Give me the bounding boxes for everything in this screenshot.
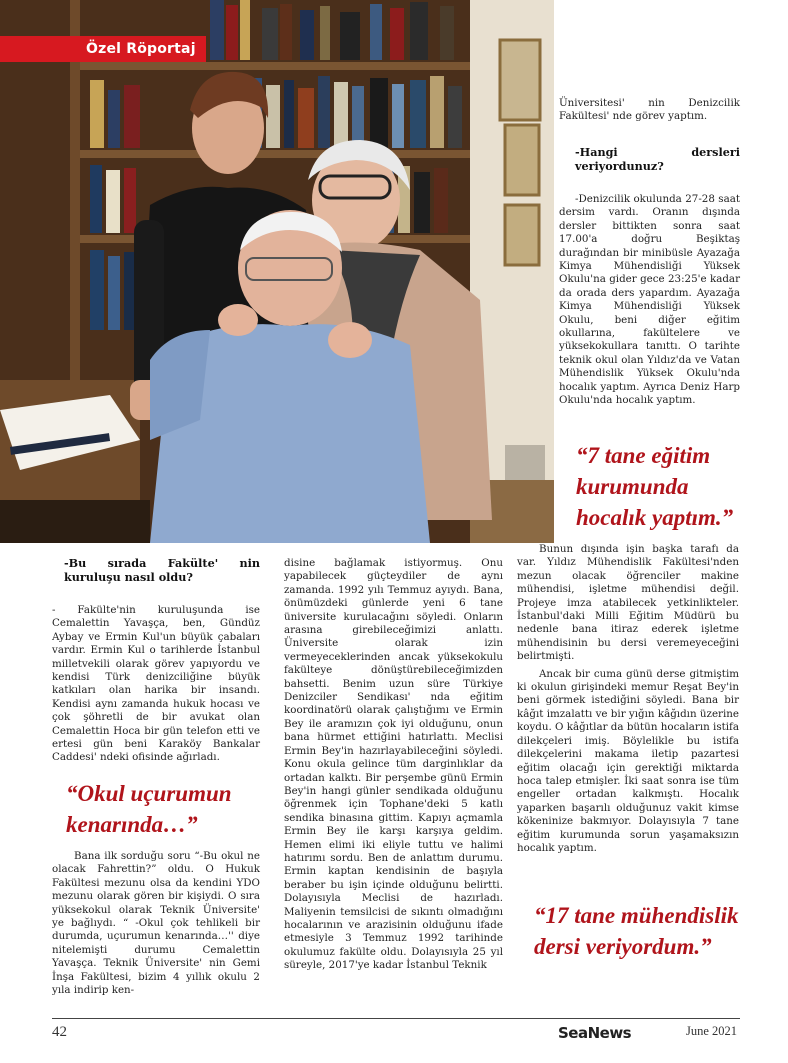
col1-paragraph-1 — [52, 604, 260, 769]
col1-p2: Bana ilk sorduğu soru “-Bu okul ne olacak Fahrettin?” oldu. O Hukuk Fakültesi mezunu olsa da kendini YDO mezunu olarak gören bir kişiydi. O sıra yüksekokul olarak Teknik Üniversite' ye bağlıydı. “ -Okul çok tehlikeli bir durumda, uçurumun kenarında…'' diye nitelemişti durumu Cemalettin Yavaşça. Teknik Üniversite' nin Gemi İnşa Fakültesi, bizim 4 yıllık okulu 2 yıla indirip ken- — [52, 850, 260, 997]
col2-text: disine bağlamak istiyormuş. Onu yapabilecek güçteydiler de aynı zamanda. 1992 yılı Temmuz ayıydı. Bana, önümüzdeki günlerde yeni 6 tane üniversite kurulacağını söyledi. Onların arasına girebileceğimizi anlattı. Üniversite olarak izin vermeyeceklerinden ancak yüksekokulu fakülteye dönüştürebileceğimizden bahsetti. Benim uzun süre Türkiye Denizciler Sendikası' nda eğitim koordinatörü olarak çalıştığımı ve Ermin Bey ile aramızın çok iyi olduğunu, onun bana hürmet ettiğini hatırlattı. Meclisi Ermin Bey'in hazırlayabileceğini söyledi. Konu okula gelince tüm darginlıklar da ortadan kalktı. Bir perşembe günü Ermin Bey'in hangi günler sendikada olduğunu öğrenmek için Tophane'deki 5 katlı sendika binasına gittim. Kapıyı açmamla Ermin Bey ile karşı karşıya geldim. Hemen elimi iki eliyle tuttu ve halimi hatırımı sordu. Ben de anlattım durumu. Ermin kaptan kendisinin de başıyla beraber bu işin içinde olduğunu belirtti. Dolayısıyla Meclisi de hazırladı. Maliyenin temsilcisi de sıkıntı olmadığını hocalarının ve arazisinin olduğunu ifade etmesiyle 3 Temmuz 1992 tarihinde okulumuz fakülte oldu. Dolayısıyla 25 yıl süreyle, 2017'ye kadar İstanbul Teknik — [284, 557, 503, 972]
interview-photo — [0, 0, 554, 543]
answer-courses: -Denizcilik okulunda 27-28 saat dersim vardı. Oranın dışında dersler bittikten sonra saat 17.00'a doğru Beşiktaş durağından bir minibüsle Ayazağa Kimya Mühendisliği Yüksek Okulu'na gider gece 23:25'e kadar da orada ders yapardım. Ayazağa Kimya Mühendisliği Yüksek Okulu, beni diğer eğitim okullarına, fakültelere ve yüksekokullara tanıttı. O tarihte teknik okul olan Yıldız'da ve Vatan Mühendislik Yüksek Okulu'nda hocalık yaptım. Ayrıca Deniz Harp Okulu'nda hocalık yaptım. — [559, 193, 740, 407]
page-number: 42 — [52, 1024, 67, 1040]
pullquote-seven-institutions: “7 tane eğitim kurumunda hocalık yaptım.” — [576, 443, 734, 530]
footer-divider — [52, 1018, 740, 1019]
pullquote-cliff-edge: “Okul uçurumun kenarında…” — [66, 781, 232, 837]
magazine-brand: SeaNews — [558, 1024, 632, 1042]
question-courses: -Hangi dersleri veriyordunuz? — [575, 145, 740, 173]
col3-p1: Bunun dışında işin başka tarafı da var. Yıldız Mühendislik Fakültesi'nden mezun olacak öğrenciler makine mühendisi, işletme mühendisi değil. Projeye imza atabilecek yetkinlikteler. İstanbul'daki Milli Eğitim Müdürü bu nedenle bana itiraz ederek işletme mühendisinin bu dersi veremeyeceğini belirtmişti. — [517, 543, 739, 663]
section-label: Özel Röportaj — [0, 36, 206, 62]
question-faculty-founding: -Bu sırada Fakülte' nin kuruluşu nasıl oldu? — [64, 556, 260, 584]
right-intro-text: Üniversitesi' nin Denizcilik Fakültesi' nde görev yaptım. — [559, 97, 740, 123]
col3-p2: Ancak bir cuma günü derse gitmiştim ki okulun girişindeki memur Reşat Bey'in beni görmek istediğini söyledi. Bana bir kâğıt imzalattı ve bir yığın kâğıdın üzerine koydu. O kâğıtlar da bütün hocaların istifa dilekçeleri imiş. Böylelikle bu istifa dilekçelerini makama iletip pazartesi eğitim olacağı için gerektiği miktarda hoca talep etmişler. İki saat sonra ise tüm engeller ortadan kalkmıştı. Hocalık yaparken başarılı olduğunuz vakit kimse kökeninize bakmıyor. Dolayısıyla 7 tane eğitim kurumunda sorun yaşamaksızın hocalık yaptım. — [517, 667, 739, 854]
col1-paragraph-2 — [52, 850, 260, 1001]
pullquote-seventeen-courses: “17 tane mühendislik dersi veriyordum.” — [534, 903, 739, 959]
issue-date: June 2021 — [686, 1024, 738, 1038]
col3-text — [517, 543, 739, 859]
col1-p1: - Fakülte'nin kuruluşunda ise Cemalettin Yavaşça, ben, Gündüz Aybay ve Ermin Kul'un büyük çabaları vardır. Ermin Kul o tarihlerde İstanbul milletvekili olarak görev yapıyordu ve kendisi Türk denizciliğine büyük katkıları olan harika bir insandı. Kendisi aynı zamanda hukuk hocası ve çok şöhretli de bir avukat olan Cemalettin Hoca bir gün telefon etti ve ertesi gün beni Karaköy Bankalar Caddesi' ndeki ofisinde ağırladı. — [52, 604, 260, 764]
